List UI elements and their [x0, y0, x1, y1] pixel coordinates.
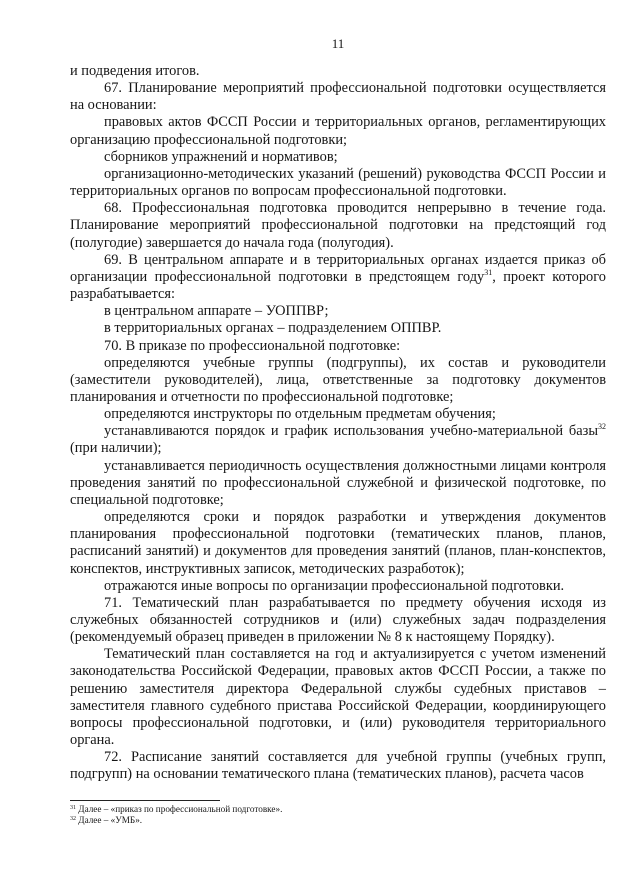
footnote-number: 32 [70, 816, 76, 822]
footnote-reference: 32 [598, 422, 606, 432]
footnote-text: Далее – «приказ по профессиональной подготовке». [76, 804, 283, 814]
paragraph-text: определяются учебные группы (подгруппы), их состав и руководители (заместители руководителей), лица, ответственные за подготовку документов планирования и отчетности по профессиональной подготовке; [70, 354, 606, 405]
paragraph-text: 68. Профессиональная подготовка проводится непрерывно в течение года. Планирование мероприятий профессиональной подготовки на предстоящий год (полугодие) завершается до начала года (полугодия). [70, 200, 606, 251]
paragraph [70, 80, 606, 114]
paragraph [70, 509, 606, 578]
footnote-reference: 31 [484, 267, 493, 277]
footnote-separator [70, 800, 220, 801]
paragraph-text: устанавливаются порядок и график использования учебно-материальной базы [104, 423, 598, 440]
paragraph [70, 252, 606, 303]
paragraph-text: Тематический план составляется на год и актуализируется с учетом изменений законодательства Российской Федерации, правовых актов ФССП России, а также по решению заместителя директора Федеральной службы судебных приставов – заместителя главного судебного пристава Российской Федерации, координирующего вопросы профессиональной подготовки, и (или) руководителя территориального органа. [70, 646, 606, 749]
paragraph-text: определяются сроки и порядок разработки и утверждения документов планирования профессиональной подготовки (тематических планов, планов, расписаний занятий) и документов для проведения занятий (планов, план-конспектов, конспектов, инструктивных записок, методических разработок); [70, 509, 606, 577]
paragraph-text: устанавливается периодичность осуществления должностными лицами контроля проведения занятий по профессиональной служебной и физической подготовке, по специальной подготовке; [70, 457, 606, 508]
paragraph-text: определяются инструкторы по отдельным предметам обучения; [104, 406, 496, 423]
paragraph [70, 406, 606, 423]
paragraph [70, 355, 606, 406]
paragraph [70, 303, 606, 320]
paragraph [70, 578, 606, 595]
paragraph-text: 67. Планирование мероприятий профессиональной подготовки осуществляется на основании: [70, 80, 606, 114]
footnote-text: Далее – «УМБ». [76, 815, 143, 825]
paragraph [70, 320, 606, 337]
paragraph [70, 749, 606, 783]
paragraph [70, 114, 606, 148]
paragraph [70, 595, 606, 646]
paragraph-text: 71. Тематический план разрабатывается по предмету обучения исходя из служебных обязанностей сотрудников и (или) служебных задач подразделения (рекомендуемый образец приведен в приложении № 8 к настоящему Порядку). [70, 594, 606, 646]
paragraph [70, 200, 606, 251]
paragraph-text: 70. В приказе по профессиональной подготовке: [104, 337, 401, 354]
paragraph-text: правовых актов ФССП России и территориальных органов, регламентирующих организацию профессиональной подготовки; [70, 114, 606, 148]
paragraph-text: отражаются иные вопросы по организации профессиональной подготовки. [104, 577, 565, 594]
paragraph-text: 72. Расписание занятий составляется для учебной группы (учебных групп, подгрупп) на основании тематического плана (тематических планов), расчета часов [70, 749, 606, 783]
paragraph [70, 149, 606, 166]
paragraph-text: сборников упражнений и нормативов; [104, 148, 338, 165]
footnote [70, 815, 606, 826]
paragraph [70, 423, 606, 457]
paragraph-text-continued: (при наличии); [70, 440, 162, 457]
paragraph-text-continued: , проект которого разрабатывается: [70, 268, 606, 303]
footnote-number: 31 [70, 805, 76, 811]
paragraph-text: в территориальных органах – подразделением ОППВР. [104, 320, 442, 337]
footnote [70, 804, 606, 815]
paragraph [70, 646, 606, 749]
footnotes-section [70, 800, 606, 826]
paragraph [70, 166, 606, 200]
paragraph-text: и подведения итогов. [70, 63, 200, 79]
document-body [70, 63, 606, 784]
paragraph [70, 458, 606, 509]
paragraph-text: 69. В центральном аппарате и в территориальных органах издается приказ об организации профессиональной подготовки в предстоящем году [70, 251, 606, 285]
paragraph [70, 63, 606, 80]
paragraph [70, 338, 606, 355]
page-number: 11 [331, 36, 345, 51]
paragraph-text: организационно-методических указаний (решений) руководства ФССП России и территориальных органов по вопросам профессиональной подготовки. [70, 165, 606, 200]
paragraph-text: в центральном аппарате – УОППВР; [104, 303, 329, 320]
